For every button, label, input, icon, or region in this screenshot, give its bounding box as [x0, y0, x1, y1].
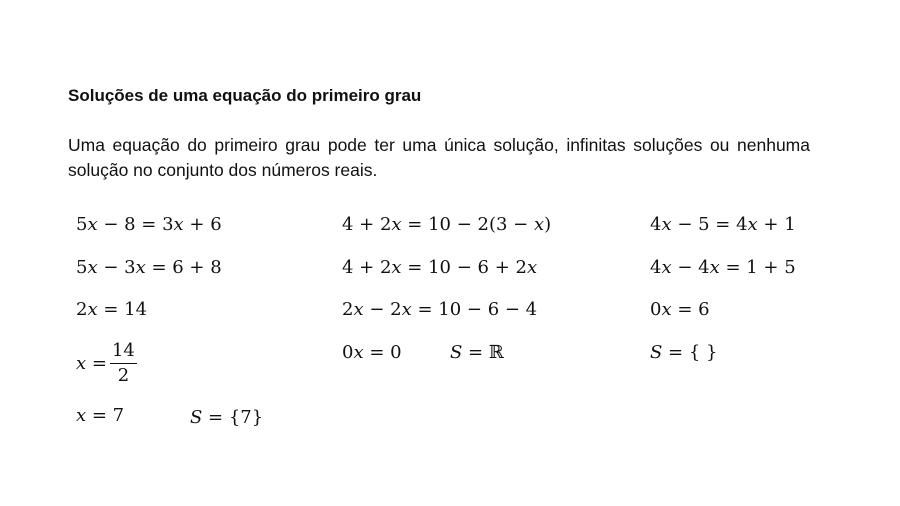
col2-equation-4: 0𝑥 = 0: [342, 342, 402, 363]
intro-paragraph: Uma equação do primeiro grau pode ter uma única solução, infinitas soluções ou nenhuma solução no conjunto dos números reais.: [68, 135, 810, 180]
slide-title: Soluções de uma equação do primeiro grau: [68, 86, 422, 105]
col2-equation-1: 4 + 2𝑥 = 10 − 2(3 − 𝑥): [342, 214, 552, 235]
col2-solution-set: 𝑆 = ℝ: [450, 342, 504, 363]
col3-equation-2: 4𝑥 − 4𝑥 = 1 + 5: [650, 257, 796, 278]
fraction-lhs: 𝑥 =: [76, 353, 107, 374]
col1-equation-1: 5𝑥 − 8 = 3𝑥 + 6: [76, 214, 222, 235]
col2-equation-2: 4 + 2𝑥 = 10 − 6 + 2𝑥: [342, 257, 538, 278]
fraction-numerator: 14: [110, 340, 137, 364]
col1-equation-2: 5𝑥 − 3𝑥 = 6 + 8: [76, 257, 222, 278]
col3-equation-1: 4𝑥 − 5 = 4𝑥 + 1: [650, 214, 796, 235]
col2-equation-3: 2𝑥 − 2𝑥 = 10 − 6 − 4: [342, 299, 538, 320]
col3-solution-set: 𝑆 = { }: [650, 342, 718, 363]
fraction-denominator: 2: [117, 365, 130, 386]
col1-equation-3: 2𝑥 = 14: [76, 299, 148, 320]
col1-equation-5: 𝑥 = 7: [76, 405, 125, 426]
col1-equation-fraction: [76, 340, 137, 387]
col1-solution-set: 𝑆 = {7}: [190, 407, 264, 428]
col3-equation-3: 0𝑥 = 6: [650, 299, 710, 320]
fraction: [110, 340, 137, 387]
